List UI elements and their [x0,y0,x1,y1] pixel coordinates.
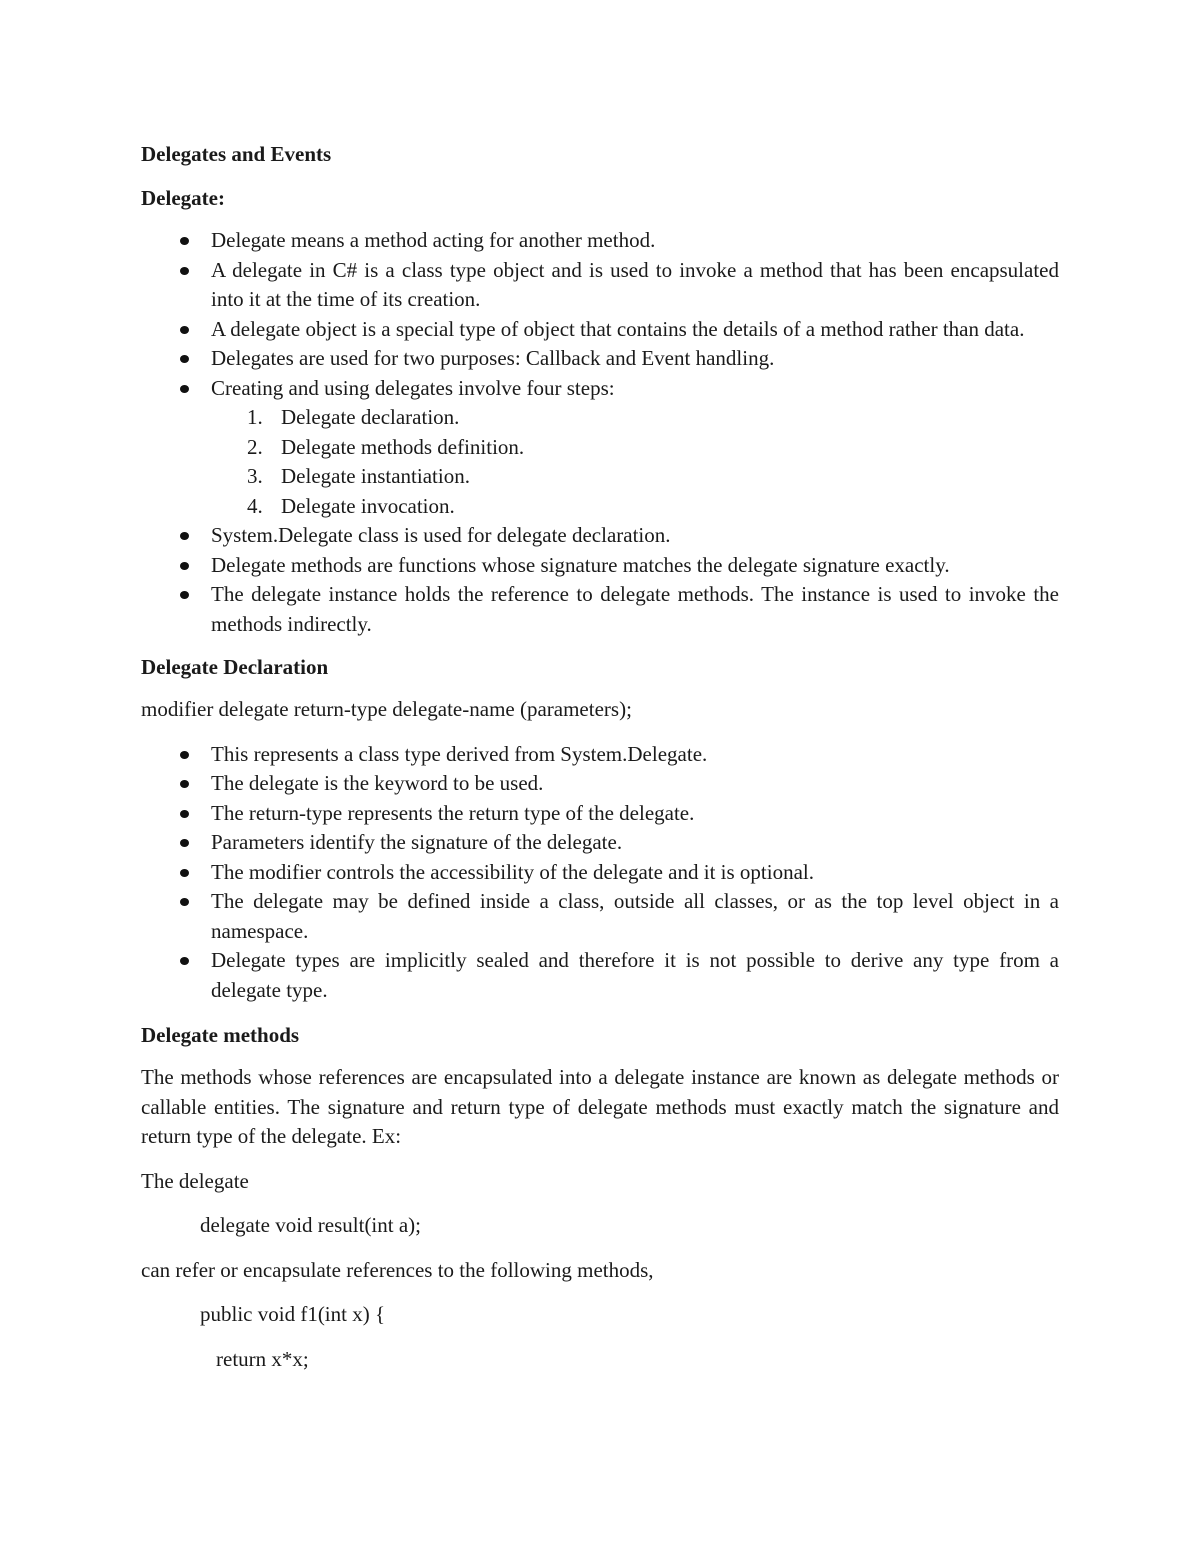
section-heading-delegate: Delegate: [141,186,225,210]
bullet-icon [180,869,189,877]
bullet-icon [180,267,189,275]
the-delegate-label: The delegate [141,1168,249,1193]
method-code-line-2: return x*x; [216,1346,309,1371]
bullet-icon [180,591,189,599]
list-item: A delegate in C# is a class type object and is used to invoke a method that has been encapsulated into it at the time of its creation. [141,256,1059,315]
list-item: System.Delegate class is used for delegate declaration. [141,521,1059,551]
bullet-icon [180,898,189,906]
bullet-icon [180,532,189,540]
section-heading-methods: Delegate methods [141,1023,300,1047]
bullet-icon [180,355,189,363]
list-item: The delegate instance holds the reference to delegate methods. The instance is used to invoke the methods indirectly. [141,580,1059,639]
declaration-syntax: modifier delegate return-type delegate-name (parameters); [141,697,632,721]
step-item: 3. Delegate instantiation. [247,464,470,488]
bullet-icon [180,326,189,334]
bullet-icon [180,237,189,245]
document-page [141,140,1059,1374]
list-item: The delegate may be defined inside a class, outside all classes, or as the top level object in a namespace. [141,887,1059,946]
delegate-code-line: delegate void result(int a); [200,1213,422,1237]
list-item: Creating and using delegates involve four steps: 1. Delegate declaration. 2. Delegate methods definition. 3. Delegate instantiation. 4. Delegate invocation. [141,374,1059,522]
list-item: The modifier controls the accessibility of the delegate and it is optional. [141,858,1059,888]
bullet-icon [180,810,189,818]
declaration-bullet-list [141,740,1059,1006]
section-heading-declaration: Delegate Declaration [141,655,329,679]
list-item: Parameters identify the signature of the delegate. [141,828,1059,858]
method-code-line-1: public void f1(int x) { [200,1302,386,1326]
bullet-icon [180,751,189,759]
methods-paragraph: The methods whose references are encapsulated into a delegate instance are known as delegate methods or callable entities. The signature and return type of delegate methods must exactly match the signature and return type of the delegate. Ex: [141,1065,1059,1148]
list-item: Delegates are used for two purposes: Callback and Event handling. [141,344,1059,374]
list-item: The delegate is the keyword to be used. [141,769,1059,799]
list-item: This represents a class type derived from System.Delegate. [141,740,1059,770]
list-item: Delegate types are implicitly sealed and therefore it is not possible to derive any type from a delegate type. [141,946,1059,1005]
bullet-icon [180,562,189,570]
list-item: Delegate methods are functions whose signature matches the delegate signature exactly. [141,551,1059,581]
document-title: Delegates and Events [141,142,332,166]
refer-text: can refer or encapsulate references to the following methods, [141,1257,654,1282]
list-item: Delegate means a method acting for another method. [141,226,1059,256]
step-item: 4. Delegate invocation. [247,493,455,518]
list-item: A delegate object is a special type of object that contains the details of a method rather than data. [141,315,1059,345]
steps-numbered-list [211,403,1059,521]
delegate-bullet-list [141,226,1059,639]
bullet-icon [180,780,189,788]
bullet-icon [180,839,189,847]
step-item: 2. Delegate methods definition. [247,434,525,459]
list-item: The return-type represents the return type of the delegate. [141,799,1059,829]
bullet-icon [180,957,189,965]
step-item: 1. Delegate declaration. [247,405,460,429]
bullet-icon [180,385,189,393]
